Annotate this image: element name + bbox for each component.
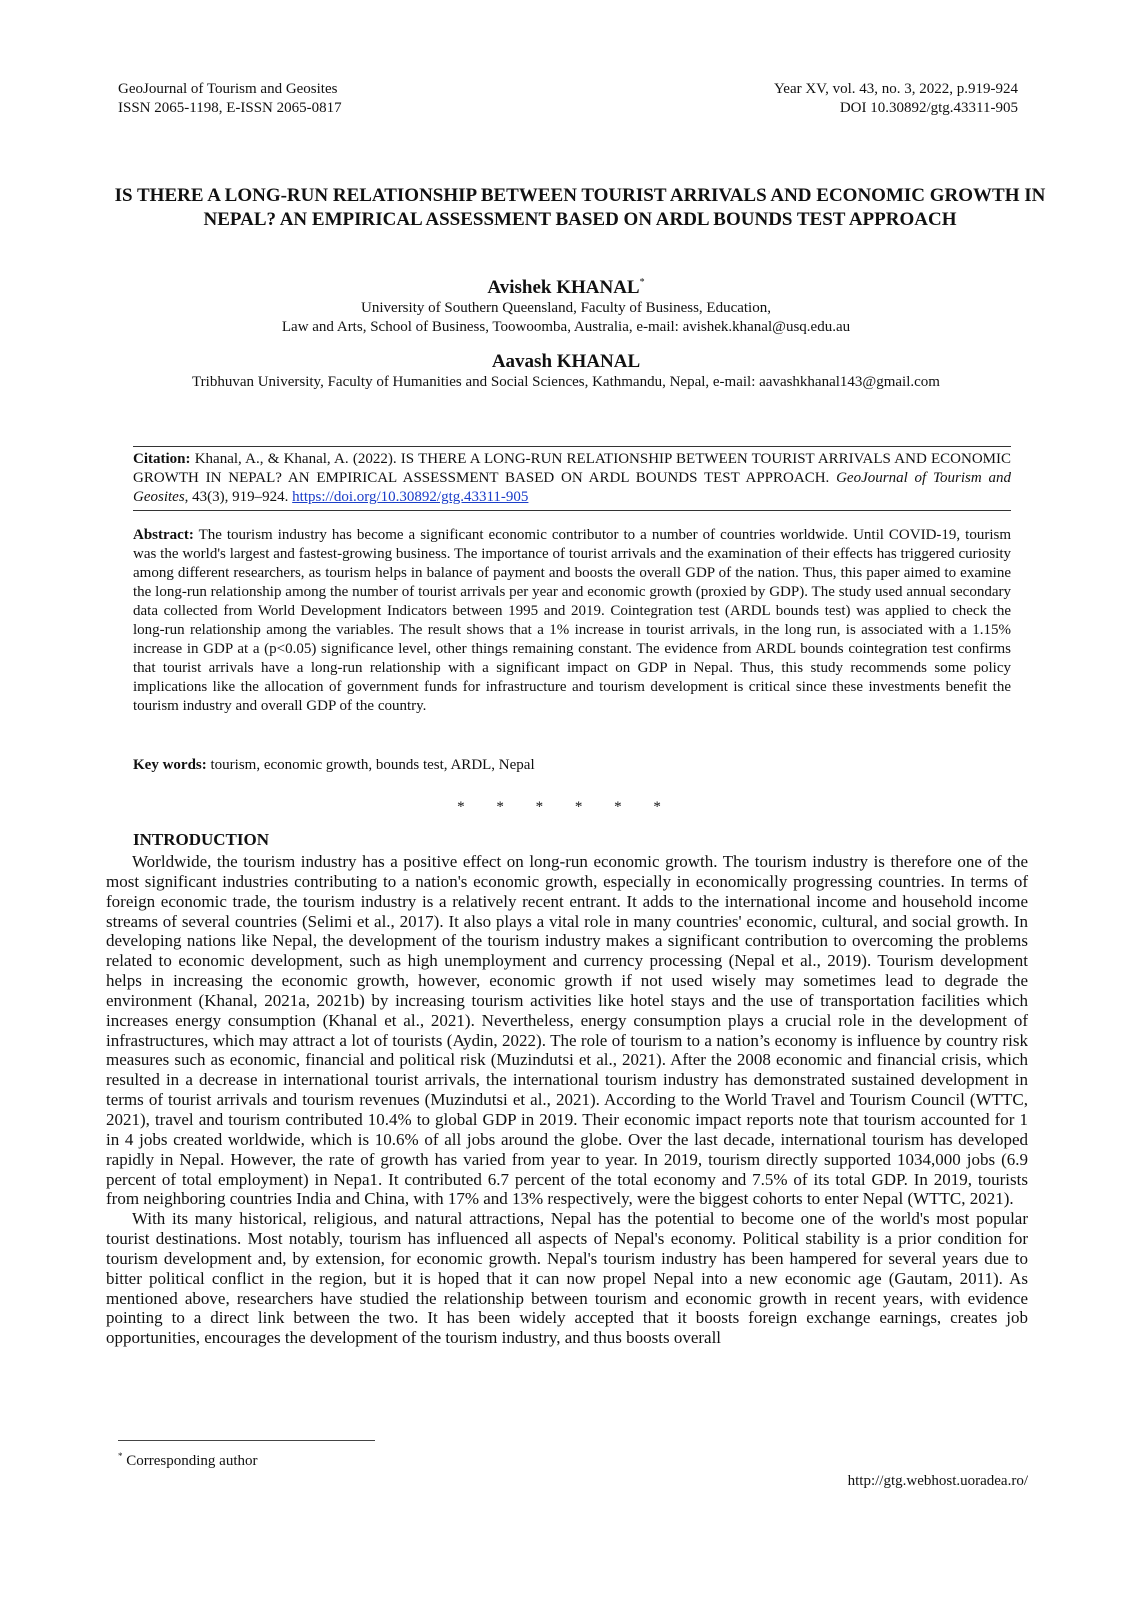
section-separator: * * * * * * (457, 799, 675, 815)
journal-name: GeoJournal of Tourism and Geosites (118, 81, 338, 97)
author-block-1 (100, 272, 1032, 337)
author-name: Aavash KHANAL (491, 351, 641, 372)
section-heading: INTRODUCTION (133, 830, 270, 849)
keywords (133, 756, 1011, 775)
footnote: * Corresponding author (118, 1451, 258, 1469)
journal-header-right (774, 80, 1018, 118)
abstract (133, 526, 1011, 716)
abstract-text: The tourism industry has become a significant economic contributor to a number of countries worldwide. Until COVID-19, tourism was the world's largest and fastest-growing business. The importance of tourist arrivals and the examination of their effects has triggered curiosity among different researchers, as tourism helps in balance of payment and boosts the overall GDP of the nation. Thus, this paper aimed to examine the long-run relationship among the number of tourist arrivals per year and economic growth (proxied by GDP). The study used annual secondary data collected from World Development Indicators between 1995 and 2019. Cointegration test (ARDL bounds test) was applied to check the long-run relationship among the variables. The result shows that a 1% increase in tourist arrivals, in the long run, is associated with a 1.15% increase in GDP at a (p<0.05) significance level, other things remaining constant. The evidence from ARDL bounds cointegration test confirms that tourist arrivals have a long-run relationship with a significant impact on GDP in Nepal. Thus, this study recommends some policy implications like the allocation of government funds for infrastructure and tourism development is critical since these investments benefit the tourism industry and overall GDP of the country. (133, 527, 1011, 714)
author-affiliation: Tribhuvan University, Faculty of Humanities and Social Sciences, Kathmandu, Nepal, e-mail: aavashkhanal143@gmail.com (192, 374, 940, 390)
author-name: Avishek KHANAL* (487, 277, 645, 298)
footer-url: http://gtg.webhost.uoradea.ro/ (847, 1473, 1028, 1489)
corresponding-mark: * (639, 277, 645, 288)
journal-volume: Year XV, vol. 43, no. 3, 2022, p.919-924 (773, 81, 1018, 97)
citation-journal: GeoJournal of Tourism and Geosites (133, 470, 1011, 505)
author-affiliation: University of Southern Queensland, Faculty of Business, Education, (361, 300, 771, 316)
paper-title: IS THERE A LONG-RUN RELATIONSHIP BETWEEN TOURIST ARRIVALS AND ECONOMIC GROWTH IN NEPAL? AN EMPIRICAL ASSESSMENT BASED ON ARDL BOUNDS TEST APPROACH (114, 185, 1046, 230)
paragraph: Worldwide, the tourism industry has a positive effect on long-run economic growth. The tourism industry is therefore one of the most significant industries contributing to a nation's economic growth, especially in economically progressing countries. In terms of foreign economic trade, the tourism industry is a relatively recent entrant. It adds to the international income and household income streams of several countries (Selimi et al., 2017). It also plays a vital role in many countries' economic, cultural, and social growth. In developing nations like Nepal, the development of the tourism industry makes a significant contribution to overcoming the problems related to economic development, such as high unemployment and currency processing (Nepal et al., 2019). Tourism development helps in increasing the economic growth, however, economic growth if not used wisely may sometimes lead to degrade the environment (Khanal, 2021a, 2021b) by increasing tourism activities like hotel stays and the use of transportation facilities which increases energy consumption (Khanal et al., 2021). Nevertheless, energy consumption plays a crucial role in the development of infrastructures, which may attract a lot of tourists (Aydin, 2022). The role of tourism to a nation’s economy is influence by country risk measures such as economic, financial and political risk (Muzindutsi et al., 2021). After the 2008 economic and financial crisis, which resulted in a decrease in international tourist arrivals, the international tourism industry has demonstrated sustained development in terms of tourist arrivals and tourism revenues (Muzindutsi et al., 2021). According to the World Travel and Tourism Council (WTTC, 2021), travel and tourism contributed 10.4% to global GDP in 2019. Their economic impact reports note that tourism accounted for 1 in 4 jobs created worldwide, which is 10.6% of all jobs around the globe. Over the last decade, international tourism has developed rapidly in Nepal. However, the rate of growth has varied from year to year. In 2019, tourism directly supported 1034,000 jobs (6.9 percent of total employment) in Nepa1. It contributed 6.7 percent of the total economy and 7.5% of its total GDP. In 2019, tourists from neighboring countries India and China, with 17% and 13% respectively, were the biggest cohorts to enter Nepal (WTTC, 2021). (106, 852, 1028, 1209)
doi-link[interactable]: https://doi.org/10.30892/gtg.43311-905 (292, 489, 529, 505)
footnote-mark: * (118, 1451, 123, 1461)
journal-issn: ISSN 2065-1198, E-ISSN 2065-0817 (118, 100, 342, 116)
citation-box: Citation: Khanal, A., & Khanal, A. (2022). IS THERE A LONG-RUN RELATIONSHIP BETWEEN TOURIST ARRIVALS AND ECONOMIC GROWTH IN NEPAL? AN EMPIRICAL ASSESSMENT BASED ON ARDL BOUNDS TEST APPROACH. GeoJournal of Tourism and Geosites, 43(3), 919–924. https://doi.org/10.30892/gtg.43311-905 (133, 446, 1011, 511)
footnote-divider (118, 1440, 375, 1441)
introduction-body (106, 852, 1028, 1348)
journal-doi: DOI 10.30892/gtg.43311-905 (839, 100, 1018, 116)
paragraph: With its many historical, religious, and natural attractions, Nepal has the potential to become one of the world's most popular tourist destinations. Most notably, tourism has influenced all aspects of Nepal's economy. Political stability is a prior condition for tourism development and, by extension, for economic growth. Nepal's tourism industry has been hampered for several years due to bitter political conflict in the region, but it is hoped that it can now propel Nepal into a new economic age (Gautam, 2011). As mentioned above, researchers have studied the relationship between tourism and economic growth in recent years, with evidence pointing to a direct link between the two. It has been widely accepted that it boosts foreign exchange earnings, creates job opportunities, encourages the development of the tourism industry, and thus boosts overall (106, 1209, 1028, 1348)
author-block-2 (100, 351, 1032, 392)
keywords-text: tourism, economic growth, bounds test, ARDL, Nepal (206, 757, 535, 773)
citation-label: Citation: (133, 451, 191, 467)
keywords-label: Key words: (133, 757, 207, 773)
author-affiliation: Law and Arts, School of Business, Toowoomba, Australia, e-mail: avishek.khanal@usq.edu.au (281, 319, 851, 335)
journal-header-left (118, 80, 342, 118)
abstract-label: Abstract: (133, 527, 194, 543)
